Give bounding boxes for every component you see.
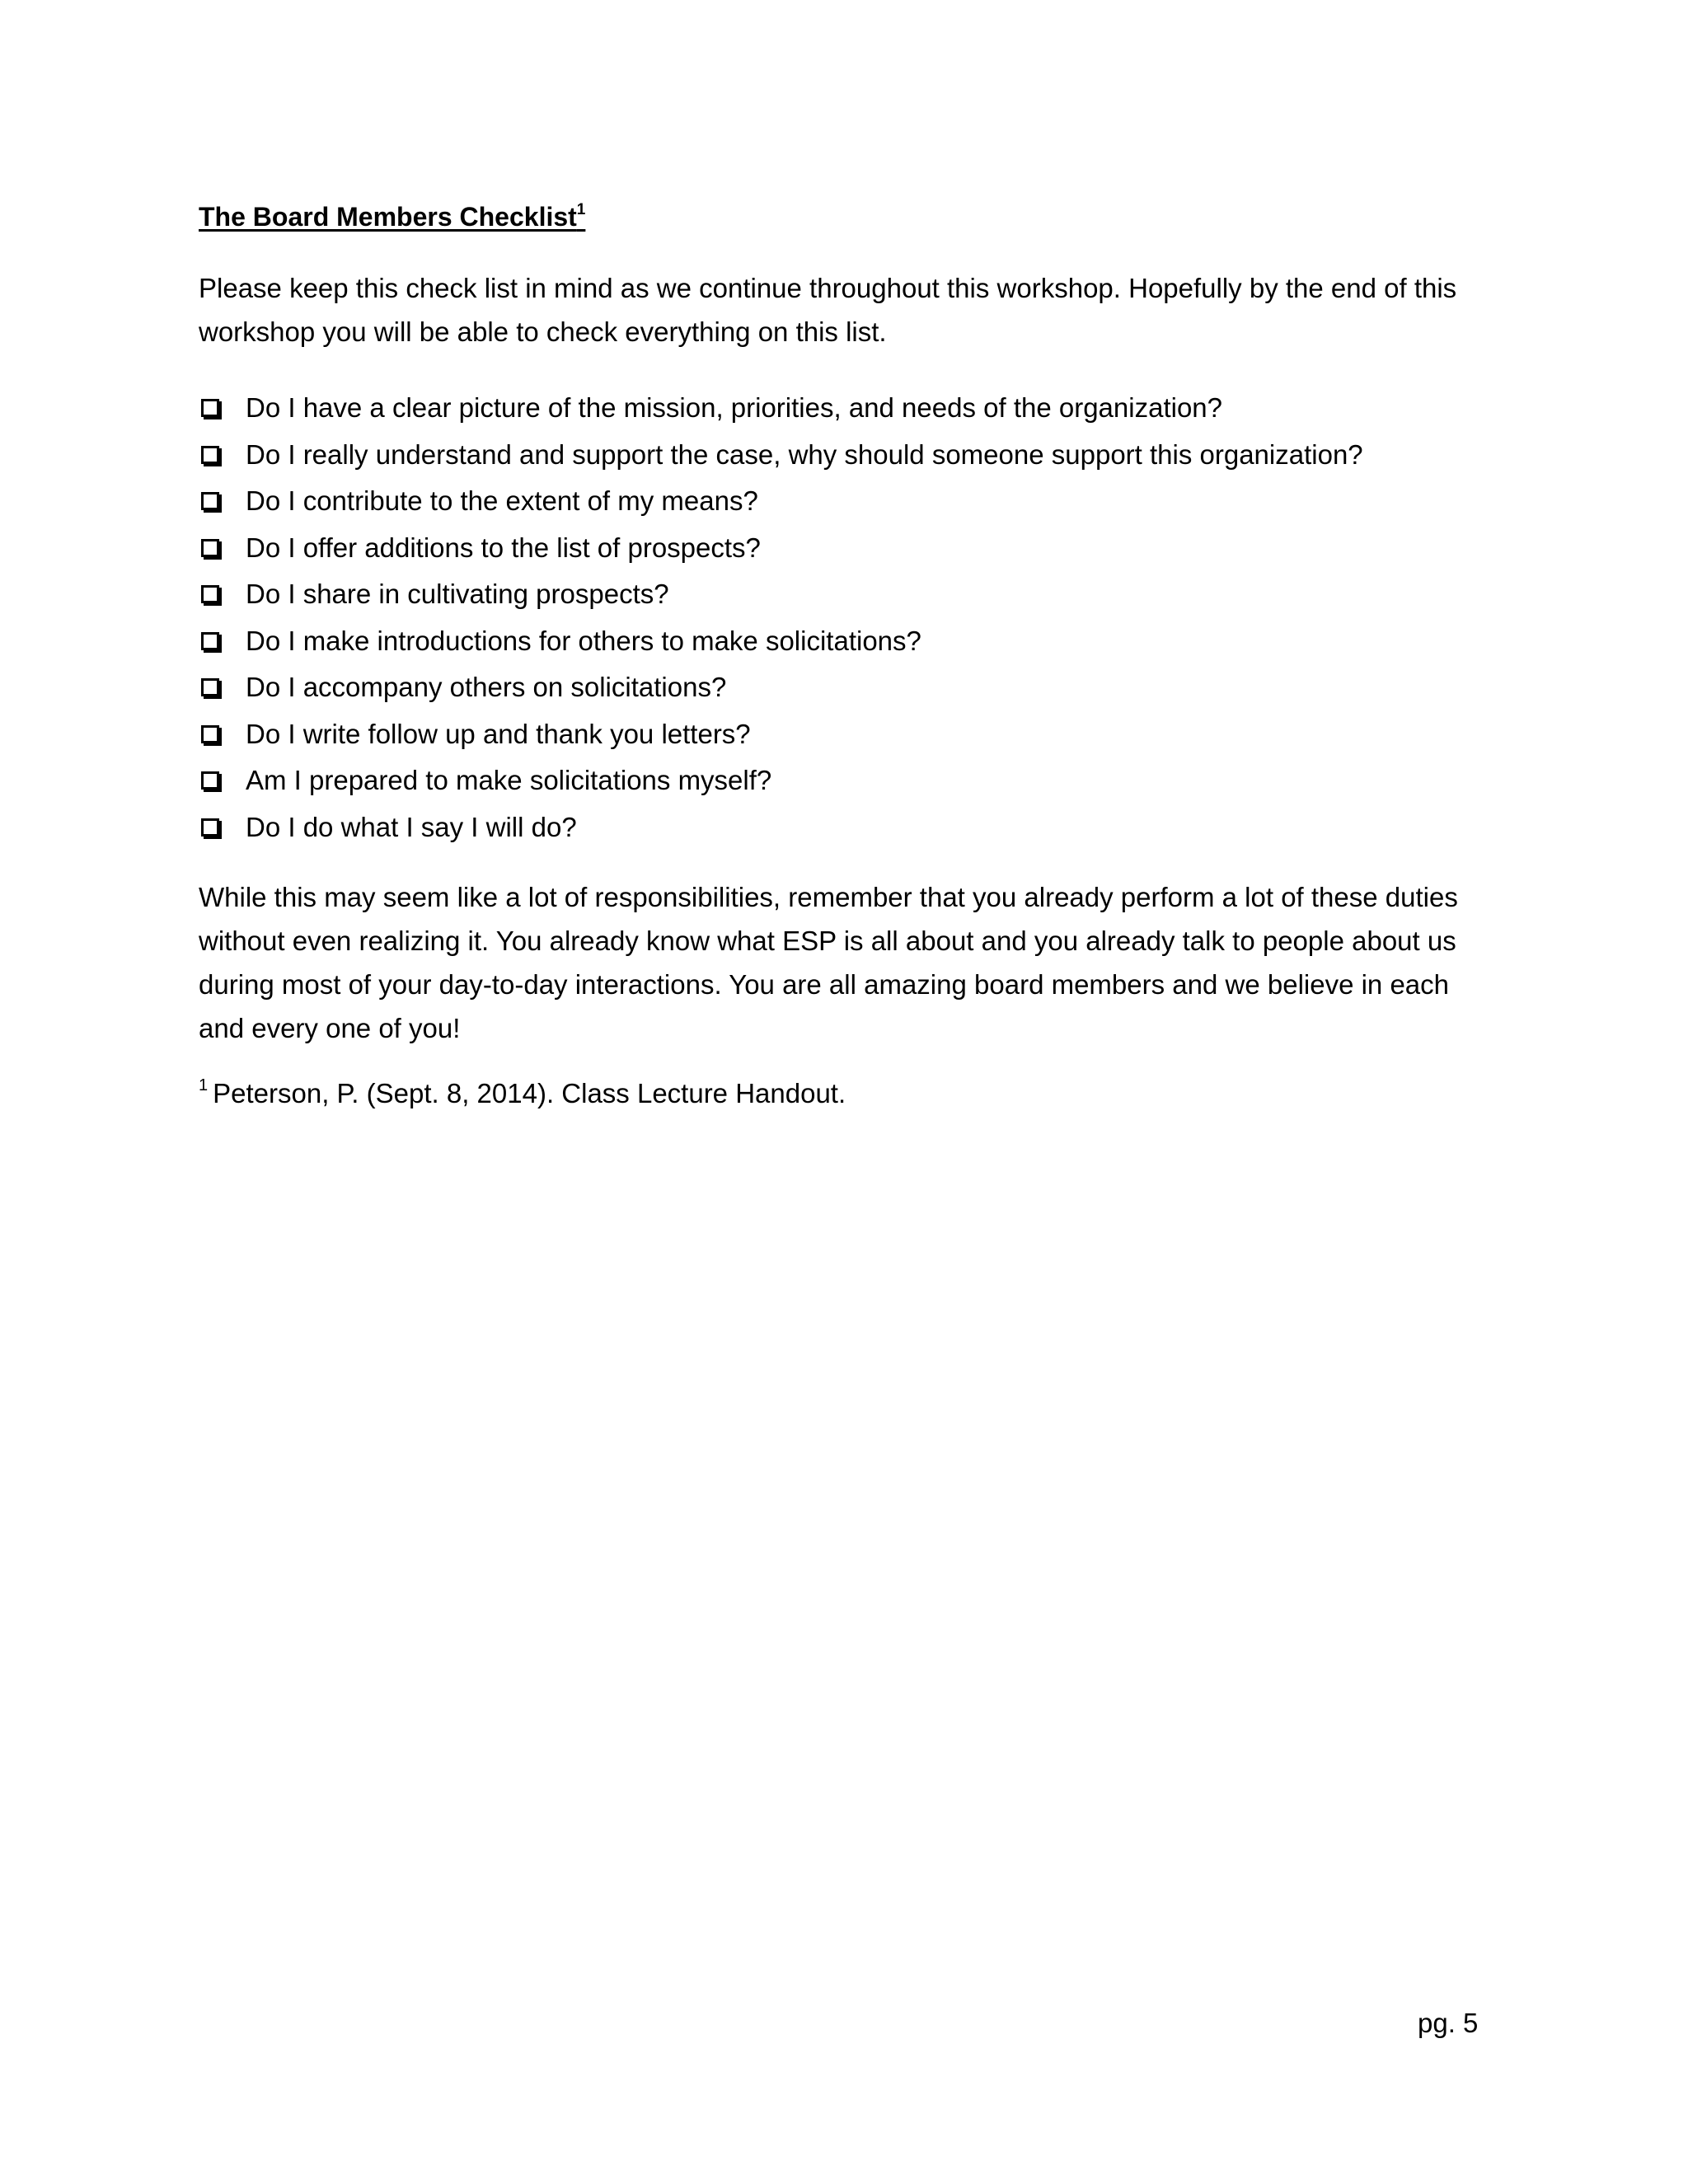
checklist-item-text: Do I really understand and support the case, why should someone support this organization? xyxy=(246,438,1363,470)
page-title xyxy=(199,200,1493,233)
checklist-item xyxy=(199,664,1493,711)
checkbox[interactable] xyxy=(201,678,219,696)
checkbox[interactable] xyxy=(201,492,219,510)
checklist-item xyxy=(199,571,1493,618)
checklist-item xyxy=(199,385,1493,432)
title-footnote-marker: 1 xyxy=(576,201,586,219)
checkbox[interactable] xyxy=(201,632,219,650)
checkbox[interactable] xyxy=(201,446,219,464)
checkbox[interactable] xyxy=(201,771,219,790)
checkbox[interactable] xyxy=(201,399,219,417)
checklist-item-text: Do I make introductions for others to make solicitations? xyxy=(246,625,921,656)
page-content xyxy=(199,200,1493,1139)
footnote-text: Peterson, P. (Sept. 8, 2014). Class Lecture Handout. xyxy=(213,1078,846,1108)
checkbox[interactable] xyxy=(201,585,219,603)
title-text: The Board Members Checklist xyxy=(199,202,577,232)
checklist-item-text: Do I write follow up and thank you letters? xyxy=(246,718,751,749)
checklist-item xyxy=(199,478,1493,525)
checklist-item xyxy=(199,711,1493,758)
board-checklist xyxy=(199,385,1493,851)
checklist-item xyxy=(199,432,1493,479)
page-number: pg. 5 xyxy=(1418,2008,1479,2038)
checklist-item xyxy=(199,525,1493,572)
checklist-item-text: Do I offer additions to the list of prospects? xyxy=(246,532,761,563)
checklist-item-text: Do I do what I say I will do? xyxy=(246,811,577,842)
checklist-item xyxy=(199,618,1493,665)
checklist-item xyxy=(199,804,1493,851)
intro-paragraph: Please keep this check list in mind as we continue throughout this workshop. Hopefully by the end of this workshop you will be able to check everything on this list. xyxy=(199,273,1457,347)
closing-paragraph: While this may seem like a lot of responsibilities, remember that you already perform a lot of these duties without even realizing it. You already know what ESP is all about and you already talk to people about us during most of your day-to-day interactions. You are all amazing board members and we believe in each and every one of you! xyxy=(199,882,1458,1043)
footnote xyxy=(199,1075,1493,1112)
checkbox[interactable] xyxy=(201,539,219,557)
checklist-item-text: Do I have a clear picture of the mission, priorities, and needs of the organization? xyxy=(246,392,1223,424)
checkbox[interactable] xyxy=(201,725,219,743)
checklist-item xyxy=(199,757,1493,804)
checklist-item-text: Do I contribute to the extent of my means? xyxy=(246,485,758,517)
footnote-marker: 1 xyxy=(199,1076,209,1094)
checklist-item-text: Am I prepared to make solicitations myself? xyxy=(246,765,772,796)
checklist-item-text: Do I share in cultivating prospects? xyxy=(246,579,669,610)
checklist-item-text: Do I accompany others on solicitations? xyxy=(246,672,727,703)
checkbox[interactable] xyxy=(201,818,219,837)
